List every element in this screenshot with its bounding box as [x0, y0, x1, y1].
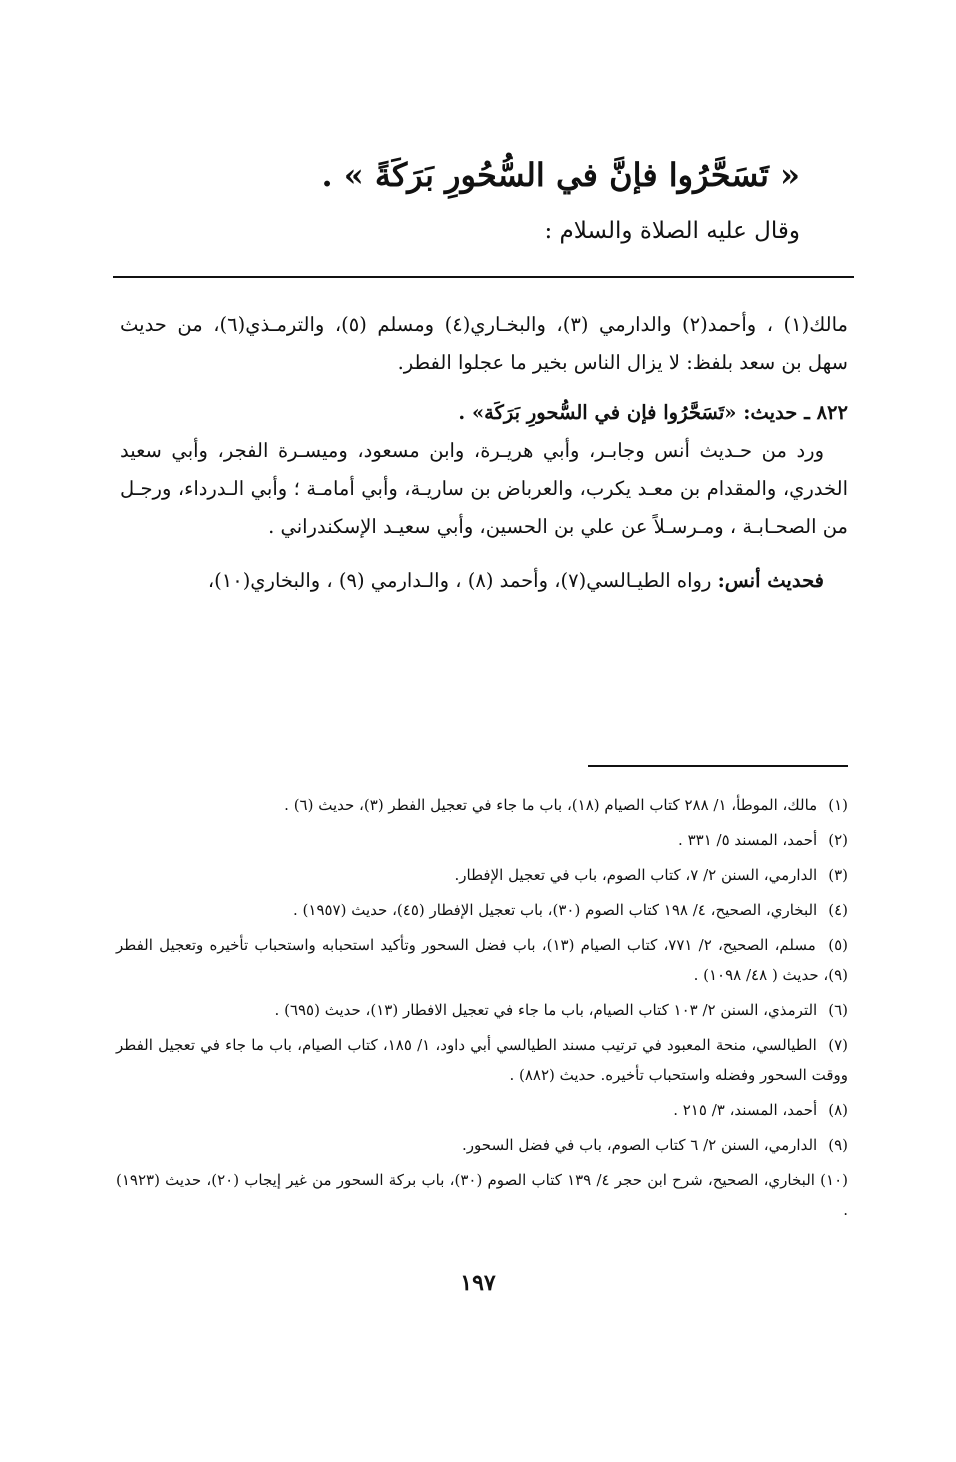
main-text — [120, 306, 848, 600]
footnote-text: الدارمي، السنن ٢/ ٧، كتاب الصوم، باب في تعجيل الإفطار. — [454, 866, 818, 884]
narrators-paragraph — [120, 432, 848, 546]
page-number: ١٩٧ — [460, 1270, 496, 1296]
footnote-number: (٨) — [828, 1101, 848, 1119]
footnote-5 — [116, 930, 848, 990]
anas-label: فحديث أنس: — [717, 569, 824, 592]
footnote-3 — [116, 860, 848, 890]
footnote-text: أحمد، المسند ٥/ ٣٣١ . — [678, 831, 818, 849]
footnote-number: (١٠) — [820, 1171, 848, 1189]
entry-heading: ٨٢٢ ـ حديث: «تَسَحَّرُوا فإن في السُّحورِ بَرَكَة» . — [458, 401, 848, 424]
footnote-text: الطيالسي، منحة المعبود في ترتيب مسند الطيالسي أبي داود، ١/ ١٨٥، كتاب الصيام، باب ما جاء في تعجيل الفطر ووقت السحور وفضله واستحباب تأخيره. حديث (٨٨٢) . — [116, 1036, 848, 1084]
footnote-8 — [116, 1095, 848, 1125]
top-divider — [113, 276, 854, 278]
footnote-7 — [116, 1030, 848, 1090]
footnote-number: (٧) — [828, 1036, 848, 1054]
footnotes — [116, 790, 848, 1230]
footnote-number: (٢) — [828, 831, 848, 849]
continuation-paragraph: مالك(١) ، وأحمد(٢) والدارمي (٣)، والبخـاري(٤) ومسلم (٥)، والترمـذي(٦)، من حديث سهل بن سعد بلفظ: لا يزال الناس بخير ما عجلوا الفطر. — [120, 313, 848, 374]
footnote-text: الترمذي، السنن ٢/ ١٠٣ كتاب الصيام، باب ما جاء في تعجيل الافطار (١٣)، حديث (٦٩٥) . — [274, 1001, 818, 1019]
anas-text: رواه الطيـالسي(٧)، وأحمد (٨) ، والـدارمي (٩) ، والبخاري(١٠)، — [207, 569, 712, 592]
footnote-4 — [116, 895, 848, 925]
footnote-number: (٥) — [828, 936, 848, 954]
narrators-text: ورد من حـديث أنس وجابـر، وأبي هريـرة، وابن مسعود، وميسـرة الفجر، وأبي سعيد الخدري، والمقدام بن معـد يكرب، والعرباض بن ساريـة، وأبي أمامـة ؛ وأبي الـدرداء، ورجـل من الصحـابـة ، ومـرسـلاً عن علي بن الحسين، وأبي سعيـد الإسكندراني . — [120, 439, 848, 538]
footnote-9 — [116, 1130, 848, 1160]
footnote-number: (١) — [828, 796, 848, 814]
quote-intro: وقال عليه الصلاة والسلام : — [544, 218, 800, 244]
footnote-text: البخاري، الصحيح، ٤/ ١٩٨ كتاب الصوم (٣٠)، باب تعجيل الإفطار (٤٥)، حديث (١٩٥٧) . — [293, 901, 818, 919]
footnote-text: مسلم، الصحيح، ٢/ ٧٧١، كتاب الصيام (١٣)، باب فضل السحور وتأكيد استحبابه واستحباب تأخيره وتعجيل الفطر (٩)، حديث ( ٤٨/ ١٠٩٨) . — [116, 936, 848, 984]
footnote-number: (٦) — [828, 1001, 848, 1019]
footnote-1 — [116, 790, 848, 820]
footnote-number: (٩) — [828, 1136, 848, 1154]
footnote-6 — [116, 995, 848, 1025]
footnote-number: (٣) — [828, 866, 848, 884]
footnote-divider — [588, 765, 848, 767]
footnote-10 — [116, 1165, 848, 1225]
footnote-number: (٤) — [828, 901, 848, 919]
footnote-text: الدارمي، السنن ٢/ ٦ كتاب الصوم، باب في فضل السحور. — [462, 1136, 818, 1154]
anas-paragraph — [120, 562, 848, 600]
footnote-text: البخاري، الصحيح، شرح ابن حجر ٤/ ١٣٩ كتاب الصوم (٣٠)، باب بركة السحور من غير إيجاب (٢٠)، حديث (١٩٢٣) . — [116, 1171, 848, 1219]
footnote-text: مالك، الموطأ، ١/ ٢٨٨ كتاب الصيام (١٨)، باب ما جاء في تعجيل الفطر (٣)، حديث (٦) . — [284, 796, 818, 814]
footnote-text: أحمد، المسند، ٣/ ٢١٥ . — [673, 1101, 818, 1119]
footnote-2 — [116, 825, 848, 855]
hadith-quote: « تَسَحَّرُوا فإنَّ في السُّحُورِ بَرَكَةً » . — [321, 156, 800, 194]
